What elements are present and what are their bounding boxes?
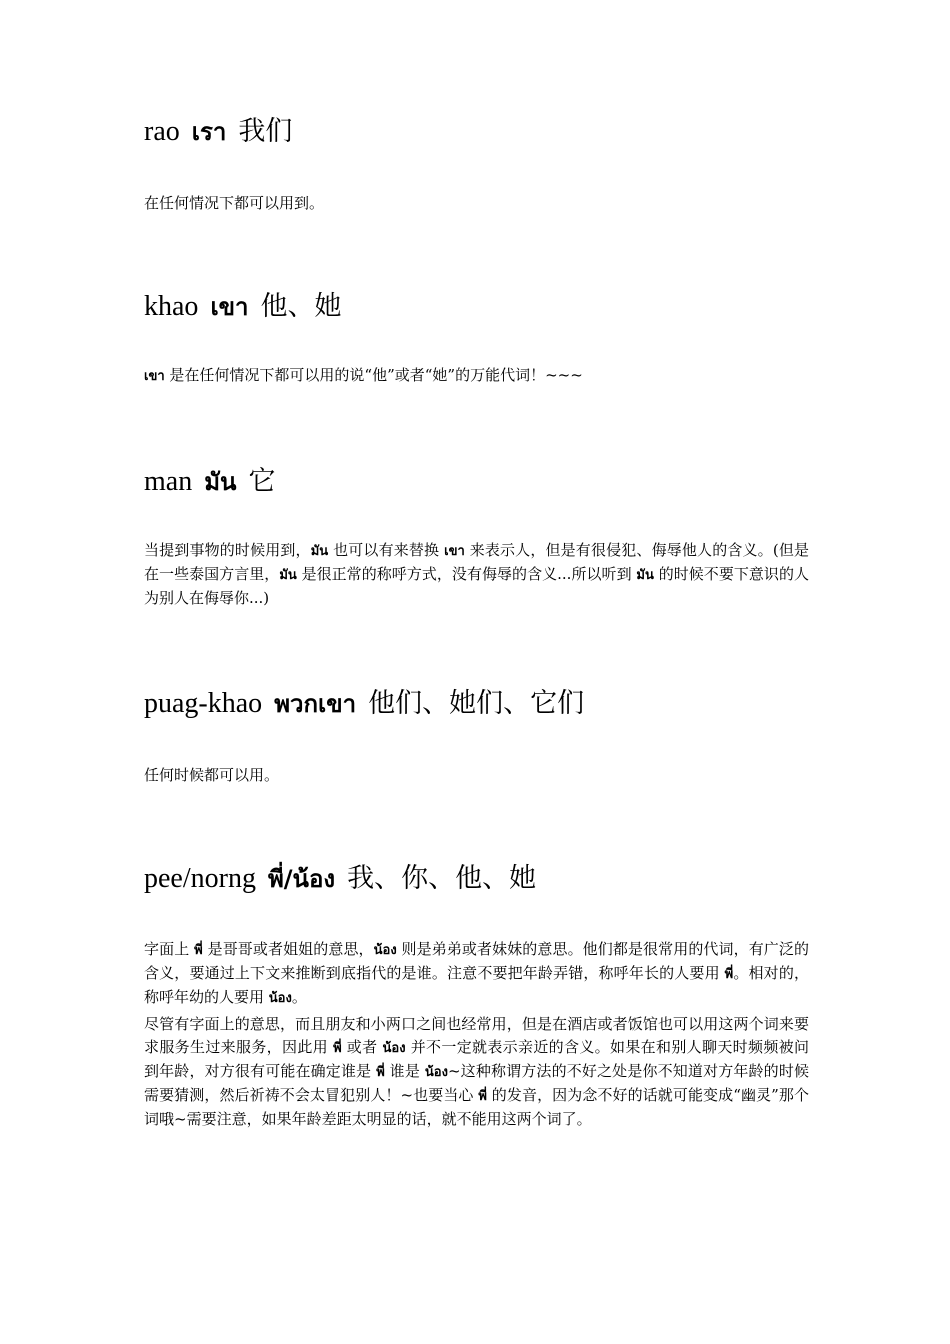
paragraph-text: 谁是 — [384, 1062, 425, 1080]
paragraph-text: 或者 — [341, 1038, 383, 1056]
entry-heading-khao — [144, 289, 342, 324]
paragraph-text: 任何时候都可以用。 — [144, 766, 280, 784]
entry-description — [144, 539, 809, 610]
paragraph-text: 。相对的，称呼年幼的人要用 — [144, 964, 809, 1006]
entry-romanization: man — [144, 466, 193, 497]
paragraph-text: 则是弟弟或者妹妹的意思。他们都是很常用的代词，有广泛的含义，要通过上下文来推断到底指代的是谁。注意不要把年龄弄错，称呼年长的人要用 — [144, 940, 809, 982]
paragraph-text: 。 — [291, 988, 307, 1006]
inline-thai-word: มัน — [636, 568, 654, 583]
inline-thai-word: พี่ — [478, 1089, 487, 1104]
inline-thai-word: น้อง — [382, 1041, 406, 1056]
inline-thai-word: น้อง — [268, 991, 292, 1006]
entry-description — [144, 764, 809, 787]
entry-description — [144, 938, 809, 1010]
entry-heading-rao — [144, 114, 292, 149]
inline-thai-word: พี่ — [376, 1065, 385, 1080]
inline-thai-word: น้อง — [373, 943, 397, 958]
inline-thai-word: เขา — [144, 369, 165, 384]
paragraph-text: 是很正常的称呼方式，没有侮辱的含义...所以听到 — [296, 565, 637, 583]
inline-thai-word: เขา — [444, 544, 465, 559]
inline-thai-word: มัน — [310, 544, 329, 559]
entry-chinese-meaning: 我、你、他、她 — [347, 863, 537, 894]
paragraph-text: 尽管有字面上的意思，而且朋友和小两口之间也经常用，但是在酒店或者饭馆也可以用这两个词来要求服务生过来服务，因此用 — [144, 1015, 809, 1056]
inline-thai-word: มัน — [279, 568, 297, 583]
paragraph-text: 当提到事物的时候用到， — [144, 541, 311, 559]
entry-description — [144, 192, 809, 215]
inline-thai-word: น้อง — [424, 1065, 448, 1080]
entry-thai-word: เรา — [191, 118, 227, 146]
entry-thai-word: พี่/น้อง — [267, 865, 336, 893]
entry-romanization: khao — [144, 291, 199, 322]
entry-thai-word: พวกเขา — [274, 690, 357, 718]
paragraph-text: 在任何情况下都可以用到。 — [144, 194, 325, 212]
entry-chinese-meaning: 它 — [248, 466, 276, 497]
paragraph-text: 是在任何情况下都可以用的说“他”或者“她”的万能代词！~~~ — [164, 366, 583, 384]
entry-heading-puag-khao — [144, 686, 584, 721]
entry-chinese-meaning: 他们、她们、它们 — [368, 688, 585, 719]
entry-chinese-meaning: 我们 — [238, 116, 293, 147]
entry-romanization: rao — [144, 116, 180, 147]
entry-romanization: puag-khao — [144, 688, 263, 719]
paragraph-text: 来表示人，但是有很侵犯、侮辱他人的含义。(但是在一些泰国方言里， — [144, 541, 809, 583]
paragraph-text: 是哥哥或者姐姐的意思， — [202, 940, 374, 958]
entry-heading-pee-norng — [144, 861, 536, 896]
paragraph-text: 的时候不要下意识的人为别人在侮辱你...) — [144, 565, 809, 607]
inline-thai-word: พี่ — [333, 1041, 342, 1056]
entry-heading-man — [144, 464, 275, 499]
entry-chinese-meaning: 他、她 — [260, 291, 342, 322]
entry-thai-word: เขา — [210, 293, 249, 321]
paragraph-text: 字面上 — [144, 940, 195, 958]
entry-description — [144, 364, 809, 388]
inline-thai-word: พี่ — [194, 943, 203, 958]
inline-thai-word: พี่ — [724, 967, 734, 982]
paragraph-text: ~这种称谓方法的不好之处是你不知道对方年龄的时候需要猜测，然后祈祷不会太冒犯别人！~也要当心 — [144, 1062, 809, 1104]
paragraph-text: 并不一定就表示亲近的含义。如果在和别人聊天时频频被问到年龄，对方很有可能在确定谁是 — [144, 1038, 809, 1080]
entry-description-continued — [144, 1013, 809, 1131]
paragraph-text: 的发音，因为念不好的话就可能变成“幽灵”那个词哦~需要注意，如果年龄差距太明显的话，就不能用这两个词了。 — [144, 1086, 810, 1128]
paragraph-text: 也可以有来替换 — [328, 541, 445, 559]
entry-thai-word: มัน — [204, 468, 237, 496]
entry-romanization: pee/norng — [144, 863, 256, 894]
